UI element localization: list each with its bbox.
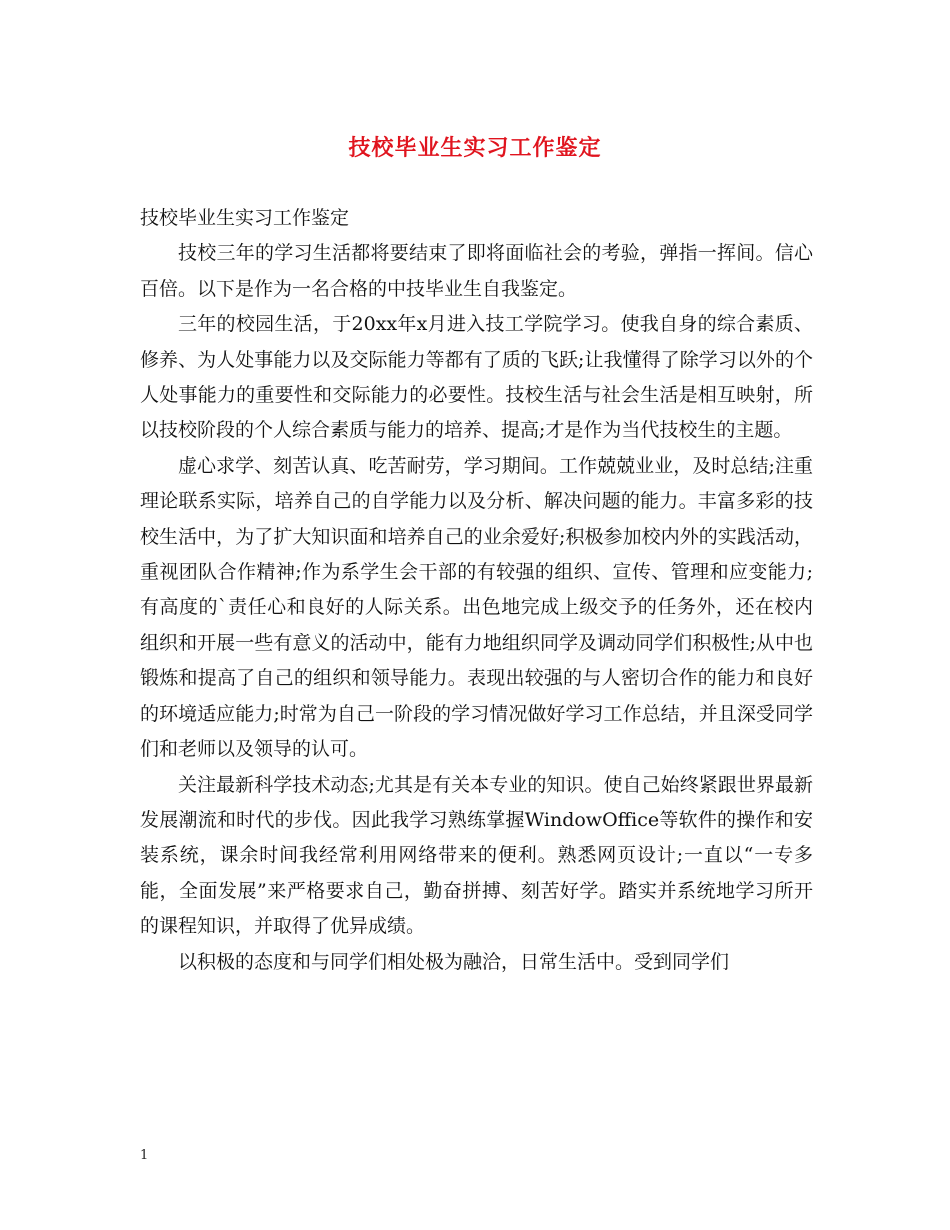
paragraph-study-work: 虚心求学、刻苦认真、吃苦耐劳，学习期间。工作兢兢业业，及时总结;注重理论联系实际，培养自己的自学能力以及分析、解决问题的能力。丰富多彩的技校生活中，为了扩大知识面和培养自己的业余爱好;积极参加校内外的实践活动，重视团队合作精神;作为系学生会干部的有较强的组织、宣传、管理和应变能力;有高度的`责任心和良好的人际关系。出色地完成上级交予的任务外，还在校内组织和开展一些有意义的活动中，能有力地组织同学及调动同学们积极性;从中也锻炼和提高了自己的组织和领导能力。表现出较强的与人密切合作的能力和良好的环境适应能力;时常为自己一阶段的学习情况做好学习工作总结，并且深受同学们和老师以及领导的认可。 (140, 454, 813, 761)
document-subtitle: 技校毕业生实习工作鉴定 (140, 207, 350, 229)
paragraph-intro: 技校三年的学习生活都将要结束了即将面临社会的考验，弹指一挥间。信心百倍。以下是作为一名合格的中技毕业生自我鉴定。 (140, 242, 813, 300)
paragraph-campus-life: 三年的校园生活，于20xx年x月进入技工学院学习。使我自身的综合素质、修养、为人处事能力以及交际能力等都有了质的飞跃;让我懂得了除学习以外的个人处事能力的重要性和交际能力的必要性。技校生活与社会生活是相互映射，所以技校阶段的个人综合素质与能力的培养、提高;才是作为当代技校生的主题。 (140, 313, 813, 442)
paragraph-attitude: 以积极的态度和与同学们相处极为融洽，日常生活中。受到同学们 (178, 950, 730, 973)
paragraph-technology: 关注最新科学技术动态;尤其是有关本专业的知识。使自己始终紧跟世界最新发展潮流和时代的步伐。因此我学习熟练掌握WindowOffice等软件的操作和安装系统，课余时间我经常利用网络带来的便利。熟悉网页设计;一直以“一专多能，全面发展”来严格要求自己，勤奋拼搏、刻苦好学。踏实并系统地学习所开的课程知识，并取得了优异成绩。 (140, 773, 813, 938)
document-title: 技校毕业生实习工作鉴定 (348, 135, 602, 161)
page-number: 1 (140, 1148, 149, 1163)
document-body (140, 201, 813, 980)
